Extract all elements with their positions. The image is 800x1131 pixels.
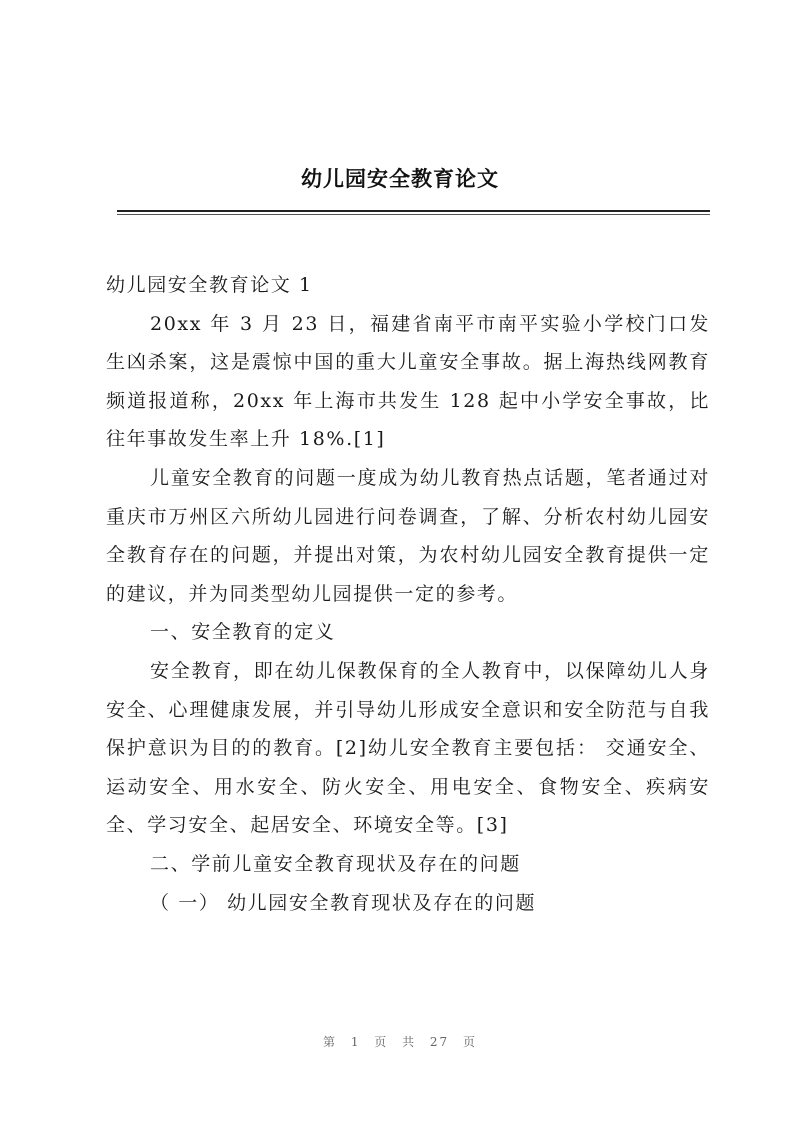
heading-status: 二、学前儿童安全教育现状及存在的问题 [150, 852, 521, 875]
paragraph-definition: 安全教育，即在幼儿保教保育的全人教育中，以保障幼儿人身安全、心理健康发展，并引导幼儿形成安全意识和安全防范与自我保护意识为目的的教育。[2]幼儿安全教育主要包括： 交通安全、运动安全、用水安全、防火安全、用电安全、食物安全、疾病安全、学习安全、起居安全、环境安全等。[3] [106, 659, 710, 837]
heading-definition: 一、安全教育的定义 [150, 621, 336, 644]
page-number: 第 1 页 共 27 页 [323, 1035, 477, 1049]
section-heading: 幼儿园安全教育论文 1 [106, 274, 313, 296]
title-divider-thin [117, 214, 710, 215]
paragraph-incident: 20xx 年 3 月 23 日，福建省南平市南平实验小学校门口发生凶杀案，这是震惊中国的重大儿童安全事故。据上海热线网教育频道报道称，20xx 年上海市共发生 128 起中小学安全事故，比往年事故发生率上升 18%.[1] [106, 312, 710, 451]
document-title: 幼儿园安全教育论文 [301, 167, 499, 191]
paragraph-research: 儿童安全教育的问题一度成为幼儿教育热点话题，笔者通过对重庆市万州区六所幼儿园进行问卷调查，了解、分析农村幼儿园安全教育存在的问题，并提出对策，为农村幼儿园安全教育提供一定的建议，并为同类型幼儿园提供一定的参考。 [106, 466, 710, 605]
title-divider-thick [117, 210, 710, 212]
document-body [106, 266, 710, 922]
heading-kindergarten-status: （ 一） 幼儿园安全教育现状及存在的问题 [150, 891, 537, 914]
